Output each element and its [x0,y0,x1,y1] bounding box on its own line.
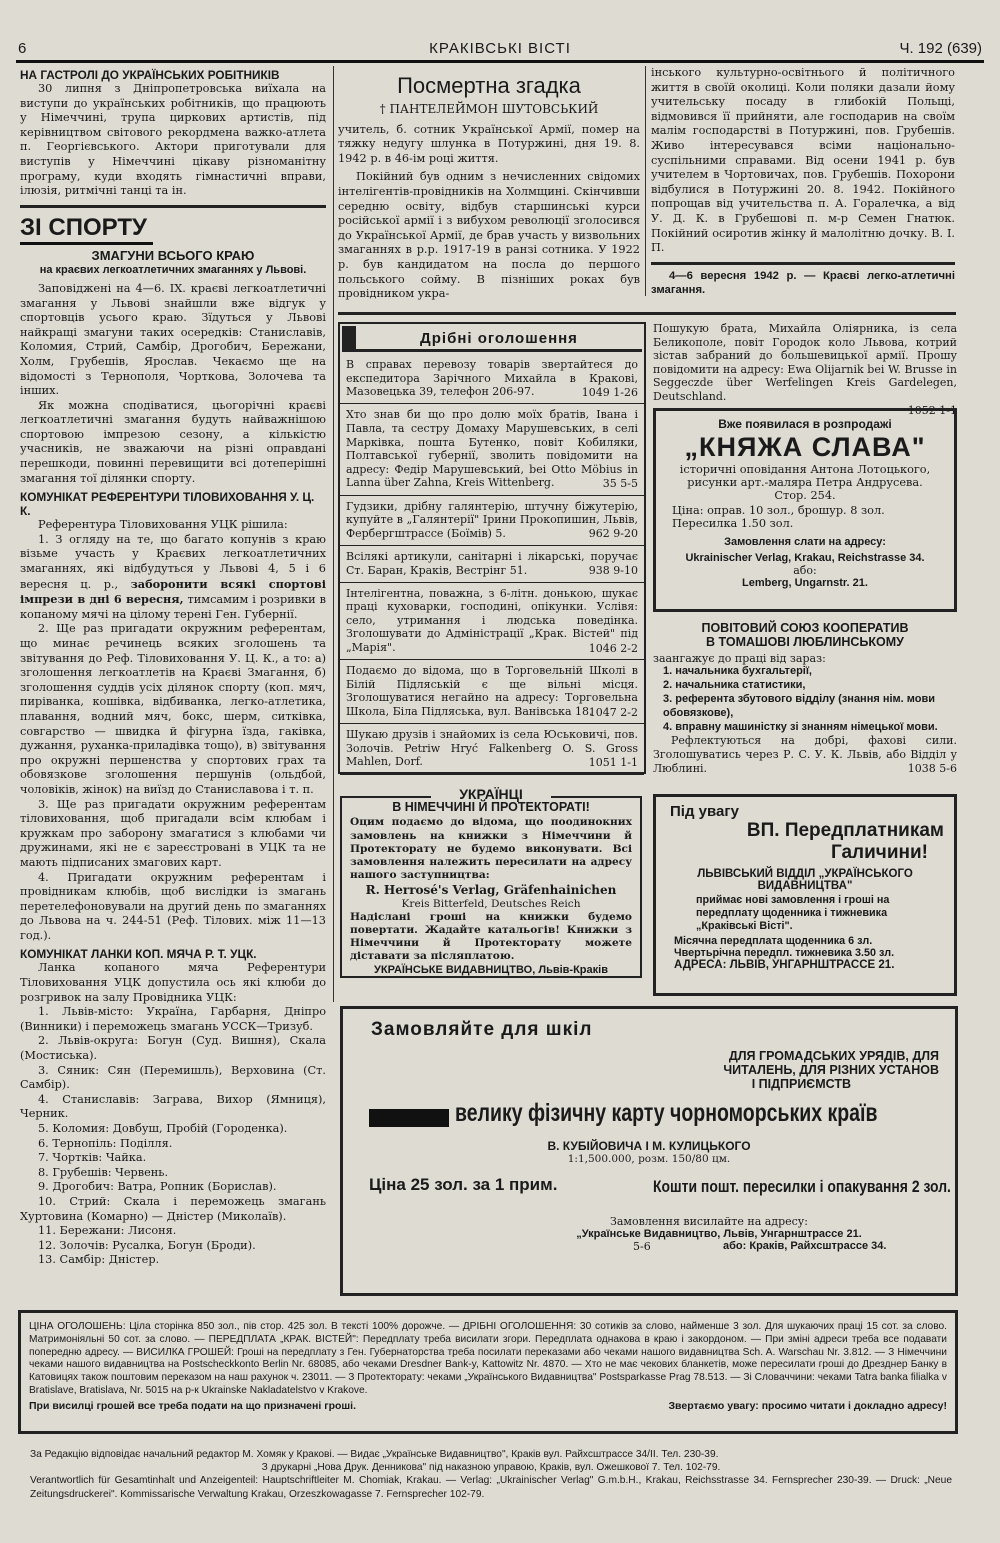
price-footer-left: При висилці грошей все треба подати на що призначені гроші. [29,1399,356,1412]
club-list-item: 4. Станиславів: Заграва, Вихор (Ямниця), Черник. [20,1092,326,1121]
club-list-item: 9. Дрогобич: Ватра, Ропник (Борислав). [38,1180,277,1194]
price-footer-right: Звертаємо увагу: просимо читати і докладно адресу! [668,1399,947,1412]
small-ad-code: 1051 1-1 [588,756,638,769]
column-divider [333,66,334,1002]
ukrainians-notice [340,786,642,978]
map-ad-scale: 1:1,500.000, розм. 150/80 цм. [567,1153,731,1165]
small-ad-code: 938 9-10 [588,564,638,578]
map-ad-title: Замовляйте для шкіл [371,1019,593,1040]
map-ad-right-2: ЧИТАЛЕНЬ, ДЛЯ РІЗНИХ УСТАНОВ [723,1063,939,1077]
obituary-continued-text: інського культурно-освітнього й політичного життя в своїй околиці. Коли поляки дазали йому учительську посаду в глибокій Польщі, відмовився її прийняти, але господарив на своїм малім господарстві в Потуржині, пов. Грубешів. Живо інтересувався всіми національно-суспільними справами. Від осени 1941 р. був учителем в Чортовичах, пов. Грубешів. Похорони відбулися в Потуржині 20. 8. 1942. Покійного попрощав від учительства п. А. Горалечка, а від У. Д. К. в Грубешові п. м-р Семен Гнатюк. Покійний осиротив жінку й малолітню дочку. В. І. П. [651,66,955,255]
small-ad [340,583,644,661]
coop-list-item: 1. начальника бухгальтерії, [663,665,812,678]
small-ad-text: Всілякі артикули, санітарні і лікарські, поручає Ст. Баран, Краків, Вестрінг 51. [346,549,638,577]
ukr-subtitle: В НІМЕЧЧИНІ Й ПРОТЕКТОРАТІ! [392,800,590,815]
small-ad [340,660,644,724]
obituary-text-2: Покійний був одним з нечисленних свідомих інтелігентів-провідників на Холмщині. Скінчивши середню освіту, відбув старшинські курси російської армії і з вибухом революції зголосився до Української Армії, де брав участь у визвольних змаганнях в р.р. 1917-19 в ранзі сотника. У 1922 р. був кандидатом на посла до першого польського сойму. В пізніших роках був провідником укра- [338,170,640,301]
club-list-item: 11. Бережани: Лисоня. [38,1224,177,1238]
coop-code: 1038 5-6 [907,761,957,775]
divider [651,262,955,265]
coop-list-item: 3. референта збутового відділу (знання нім. мови обовязкове), [663,692,936,719]
coop-intro: заангажує до праці від зараз: [653,651,826,665]
text-span: 1. З огляду на те, що багато копунів з краю візьме участь у Краєвих легкоатлетичних змаганнях, які відбудуться у Львові 4, 5 і 6 вересня ц. р., [20,532,326,591]
small-ad [340,354,644,404]
coop-text: Рефлектуються на добрі, фахові сили. Зголошуватись через Р. С. У. К. Львів, або Відділ у Люблині. [653,734,957,775]
book-line: історичні оповідання Антона Лотоцького, [679,463,931,476]
small-ad [340,546,644,583]
club-list-item: 10. Стрий: Скала і переможець змагань Хуртовина (Комарно) — Дністер (Миколаїв). [20,1194,326,1223]
issue-number: Ч. 192 (639) [899,40,982,57]
obituary-title: Посмертна згадка [397,73,581,98]
komunikat-point-4: 4. Пригадати окружним референтам і провідникам клюбів, щоб вислідки із змагань перетелефоновували на другий день по змаганнях до Львова на ч. 244-51 (Реф. Тілових. між 11—13 год.). [20,870,326,942]
theatre-title: НА ГАСТРОЛІ ДО УКРАЇНСЬКИХ РОБІТНИКІВ [20,68,280,82]
sub-text: приймає нові замовлення і гроші на передплату щоденника і тижневика „Краківські Вісті". [696,894,890,932]
divider [20,205,326,208]
small-ad-code: 1046 2-2 [588,641,638,655]
obituary-continued [651,66,955,298]
horizontal-rule [338,312,956,315]
sport-header-wrap [20,214,326,245]
price-box [18,1310,958,1434]
map-ad-order-row [343,1240,955,1254]
book-title: „КНЯЖА СЛАВА" [684,432,926,462]
small-ad-text: Хто знав би що про долю моїх братів, Івана і Павла, та сестру Домаху Марушевських, в селі Марківка, пошта Бутенко, повіт Кобиляки, Полтавської губернії, зволить повідомити на адресу: Федір Марушевський, bei Otto Möbius in Lanna über Zahna, Kreis Wittenberg. [346,408,638,490]
small-ads-box [338,322,646,774]
sport-paragraph: Заповіджені на 4—6. IX. краєві легкоатлетичні змагання у Львові знайшли вже відгук у спортовців усього краю. Зїдуться у Львові найкращі змагуни таких осередків: Станиславів, Коломия, Стрий, Самбір, Дрогобич, Бережани, Холм, Грубешів, Ярослав. Чекаємо ще на відомості з Тернополя, Чорткова, Золочева та інших. [20,281,326,398]
club-list-item: 13. Самбір: Дністер. [38,1253,160,1267]
book-ad [653,408,957,612]
komunikat-title: КОМУНІКАТ РЕФЕРЕНТУРИ ТІЛОВИХОВАННЯ У. Ц. К. [20,490,315,519]
sport-header: ЗІ СПОРТУ [20,214,153,245]
map-ad-right: ДЛЯ ГРОМАДСЬКИХ УРЯДІВ, ДЛЯ [728,1049,939,1063]
sub-title: ВП. Передплатникам [746,820,944,841]
sport-subtitle-2: на краєвих легкоатлетичних змаганнях у Львові. [39,264,307,277]
club-list-item: 12. Золочів: Русалка, Богун (Броди). [38,1238,256,1252]
column-divider [645,66,646,296]
imprint-line-2: З друкарні „Нова Друк. Денникова" під наказною управою, Краків, вул. Ожешкової 7. Тел. 102-79. [261,1462,721,1474]
sub-line: Місячна передплата щоденника 6 зл. [674,935,873,947]
book-address-2: Lemberg, Ungarnstr. 21. [742,577,868,589]
ukr-text: Оцим подаємо до відома, що поодинокних замовлень на книжки з Німеччини й Протекторату не будемо виконувати. Всі замовлення належить пересилати на адресу нашого заступництва: [350,816,632,882]
small-ads-title: Дрібні оголошення [420,330,578,347]
sport-subtitle: ЗМАГУНИ ВСЬОГО КРАЮ [91,247,255,263]
map-ad-big: велику фізичну карту чорноморських країв [455,1099,878,1127]
ukr-signature: УКРАЇНСЬКЕ ВИДАВНИЦТВО, Львів-Краків [374,963,608,976]
imprint-line: За Редакцію відповідає начальний редактор М. Хомяк у Кракові. — Видає „Українське Видавництво", Краків вул. Райхсштрассе 34/II. Тел. 230-39. [30,1449,719,1460]
ukr-title: УКРАЇНЦІ [431,788,551,801]
sub-address: АДРЕСА: ЛЬВІВ, УНГАРНШТРАССЕ 21. [674,959,895,971]
small-ad-code: 1049 1-26 [581,385,638,399]
page-number: 6 [18,40,27,57]
map-ad-code: 5-6 [633,1240,651,1253]
map-ad-order-3: або: Краків, Райхсштрассе 34. [723,1240,887,1252]
coop-title-2: В ТОМАШОВІ ЛЮБЛИНСЬКОМУ [706,634,904,649]
book-order: Замовлення слати на адресу: [724,536,886,548]
club-list-item: 7. Чортків: Чайка. [38,1151,147,1165]
coop-list [653,665,957,734]
search-ad-text: Пошукую брата, Михайла Оліярника, із села Беликополе, повіт Городок коло Львова, котрий зістав забраний до большевицької армії. Прошу повідомити на адресу: Ewa Olijarnik bei W. Brusse in Seggeczde über Werfelingen Kreis Gardelegen, Deutschland. [653,322,957,403]
book-price: Ціна: оправ. 10 зол., брошур. 8 зол. Пересилка 1.50 зол. [672,504,885,530]
sub-dept: ЛЬВІВСЬКИЙ ВІДДІЛ „УКРАЇНСЬКОГО [697,868,913,880]
small-ad-code: 962 9-20 [588,527,638,541]
coop-ad [653,622,957,776]
small-ad-text: Інтелігентна, поважна, з 6-літн. донькою, шукає праці куховарки, господині, опікунки. Услівя: село, утримання і людська поведінка. Зголошувати до Адміністрації „Крак. Вістей" під „Марія". [346,586,638,655]
black-bar [369,1109,449,1127]
small-ad-text: Гудзики, дрібну галянтерію, штучну біжутерію, купуйте в „Галянтерії" Ірини Прокопишин, Львів, Фербергштрассе (Боїмів) 5. [346,499,638,540]
map-ad-order-2: „Українське Видавництво, Львів, Унгарнштрассе 21. [576,1228,862,1240]
komunikat-point-3: 3. Ще раз пригадати окружним референтам тіловиховання, щоб пригадали всім клюбам і кружкам про заборону змагатися з клюбами чи дружинами, які не є зареєстровані в УЦК та не мають підписаних змагових карт. [20,797,326,869]
page-header [16,38,984,63]
club-list-item: 8. Грубешів: Червень. [38,1165,169,1179]
small-ad-text: Шукаю друзів і знайомих із села Юськовичі, пов. Золочів. Petriw Hryć Falkenberg O. S. Gross Mahlen, Dorf. [346,728,638,769]
ukr-text-2: Надіслані гроші на книжки будемо повертати. Жадайте катальогів! Книжки з Німеччини й Протекторату можете діставати за післяплатою. [350,910,632,963]
map-ad-costs: Кошти пошт. пересилки і опакування 2 зол. [653,1177,951,1196]
coop-list-item: 4. вправну машиністку зі знанням німецької мови. [663,720,938,733]
athletics-announcement: 4—6 вересня 1942 р. — Краєві легко-атлетичні змагання. [651,269,955,297]
map-ad [340,1006,958,1296]
search-ad-code: 1052 1-1 [907,403,957,417]
subscribers-ad [653,794,957,996]
komunikat-2-intro: Ланка копаного мяча Референтури Тіловиховання УЦК допустила ось які клюби до розгривок на залу Провідника УЦК: [20,961,326,1004]
bold-span: заборонити всякі спортові імпрези в дні 6 вересня, [20,576,326,607]
coop-list-item: 2. начальника статистики, [663,679,806,692]
price-footer [29,1400,947,1414]
search-ad [653,322,957,417]
column-1 [20,66,326,1268]
obituary-name: † ПАНТЕЛЕЙМОН ШУТОВСЬКИЙ [379,102,599,116]
book-line: рисунки арт.-маляра Петра Андрусева. [687,476,923,489]
book-line: Стор. 254. [774,489,836,502]
ukr-address: R. Herrosé's Verlag, Gräfenhainichen [365,883,617,898]
sub-line-2: Чвертьрічна передпл. тижневика 3.50 зл. [674,947,895,959]
club-list-item: 1. Львів-місто: Україна, Гарбарня, Дніпро (Винники) і переможець змагань УССК—Тризуб. [20,1005,326,1033]
club-list [20,1005,326,1268]
imprint-line-3: Verantwortlich für Gesamtinhalt und Anzeigenteil: Hauptschriftleiter M. Chomiak, Krakau. — Verlag: „Ukrainischer Verlag" G.m.b.H., Krakau, Reichsstrasse 34. Fernsprecher 230-39. — Druck: „Neue Zeitungsdruckerei". Kommissarische Verwaltung Krakau, Orzeszkowagasse 7. Fernsprecher 102-79. [30,1475,952,1500]
small-ad-code: 35 5-5 [602,476,638,490]
text-span: тимсамим і розривки в копаному мячі на цілому терені Ген. Губернії. [20,593,326,621]
book-ad-top: Вже появилася в розпродажі [718,417,892,431]
sub-title-2: Галичини! [830,842,928,863]
theatre-text: 30 липня з Дніпропетровська виїхала на виступи до українських робітників, що працюють у Німеччині, трупа циркових артистів, під керівництвом світового рекордмена важко-атлета п. Георгієвського. Актори приготували для виступів у Німеччині цікаву різноманітну програму, куди входять гімнастичні вправи, ілюзія, ритмічні танці та ін. [20,82,326,198]
komunikat-2-title: КОМУНІКАТ ЛАНКИ КОП. МЯЧА Р. Т. УЦК. [20,947,257,962]
map-ad-right-3: І ПІДПРИЄМСТВ [751,1077,851,1091]
club-list-item: 2. Львів-округа: Богун (Суд. Вишня), Скала (Мостиська). [20,1034,326,1063]
small-ads-list [340,354,644,775]
sub-top: Під увагу [670,803,739,820]
imprint [30,1448,952,1501]
komunikat-point-2: 2. Ще раз пригадати окружним референтам, що минає речинець всяких зголошень та звітування до Реф. Тіловиховання У. Ц. К., а то: а) зголошення легкоатлетів на Краєві Змагання, б) зголошення суддів усіх ділянок спорту (коп. мяч, пиріванка, кошівка, відбиванка, легко-атлетика, плавання, водний мяч, бокс, шерм, ситківка, совгарство — швидка й фігурна їзда, гаківка, дужання, руханка-приладівка тощо), в) звітування про окружні першенства у спортових грах та обовязкове зголошення першунів (ольдбой, чоловіків, жінок) на виїзд до Станиславова і т. п. [20,622,326,796]
small-ads-header [342,326,642,352]
map-ad-authors: В. КУБІЙОВИЧА І М. КУЛИЦЬКОГО [547,1139,751,1153]
club-list-item: 3. Сяник: Сян (Перемишль), Верховина (Ст. Самбір). [20,1063,326,1092]
small-ad [340,404,644,495]
club-list-item: 5. Коломия: Довбуш, Пробій (Городенка). [38,1122,288,1135]
map-ad-headline [343,1099,955,1139]
sub-dept-2: ВИДАВНИЦТВА" [757,880,853,892]
coop-title: ПОВІТОВИЙ СОЮЗ КООПЕРАТИВ [701,621,909,635]
map-ad-order: Замовлення висилайте на адресу: [610,1215,808,1228]
newspaper-title: КРАКІВСЬКІ ВІСТІ [429,40,571,57]
small-ad [340,496,644,546]
map-ad-price-row [343,1169,955,1205]
komunikat-point-1 [20,533,326,623]
obituary-text: учитель, б. сотник Української Армії, помер на тяжку недугу шлунка в Потуржині, дня 19. 8. 1942 р. в 46-ім році життя. [338,122,640,165]
club-list-item: 6. Тернопіль: Поділля. [38,1136,173,1150]
ukr-address-2: Kreis Bitterfeld, Deutsches Reich [401,897,581,910]
small-ad-text: Подаємо до відома, що в Торговельній Школі в Білій Підляській є ще вільні місця. Зголошуватися негайно на адресу: Торговельна Школа, Біла Підляська, вул. Ванівська 18. [346,664,638,719]
small-ad [340,724,644,774]
map-ad-price: Ціна 25 зол. за 1 прим. [369,1175,558,1194]
price-text: ЦІНА ОГОЛОШЕНЬ: Ціла сторінка 850 зол., пів стор. 425 зол. В тексті 100% дорожче. — ДРІБНІ ОГОЛОШЕННЯ: 30 сотиків за слово, найменше 3 зол. Для шукаючих праці 15 сот. за слово. Матримоніяльні 50 сот. за слово. — ПЕРЕДПЛАТА „КРАК. ВІСТЕЙ": Передплату треба висилати згори. Передплата однакова в краю і закордоном. — При зміні адреси треба все подавати попередню адресу. — ВИСИЛКА ГРОШЕЙ: Гроші на передплату з Ген. Губернаторства треба посилати переказами або чеками нашого видавництва Sch. A. Warschau Nr. 3.812. — З Німеччини чеками нашого видавництва на Postscheckkonto Berlin Nr. 68085, або чеками Dresdner Bank-y, Kattowitz Nr. 4870. — Хто не має чекових бланкетів, може пересилати гроші до Дрезднер Банку в Катовицях також поштовим переказом на наш рахунок ч. 23011. — З Протекторату: чеками „Українського Видавництва" Postsparkasse Prag 78.513. — Зі Словаччини: чеками Tatra banka filialka v Bratislave, Bratislava, Nr. 5015 на р-к Ukrainske Nakladatelstvo v Krakove. [29,1321,947,1396]
book-address: Ukrainischer Verlag, Krakau, Reichstrasse 34. [685,552,925,564]
obituary [338,66,640,302]
small-ad-text: В справах перевозу товарів звертайтеся до експедитора Зарічного Михайла в Кракові, Мазовецька 39, телефон 206-97. [346,358,638,399]
small-ad-code: 1047 2-2 [588,705,638,719]
komunikat-intro: Референтура Тіловиховання УЦК рішила: [38,518,288,532]
book-or: або: [793,564,817,577]
sport-paragraph-2: Як можна сподіватися, цьогорічні краєві легкоатлетичні змагання будуть найважнішою спортовою імпрезою сезону, а кількістю учасників, не зважаючи на різні оправдані перешкоди, повинні перевищити всі дотеперішні змагання тої ділянки спорту. [20,398,326,485]
